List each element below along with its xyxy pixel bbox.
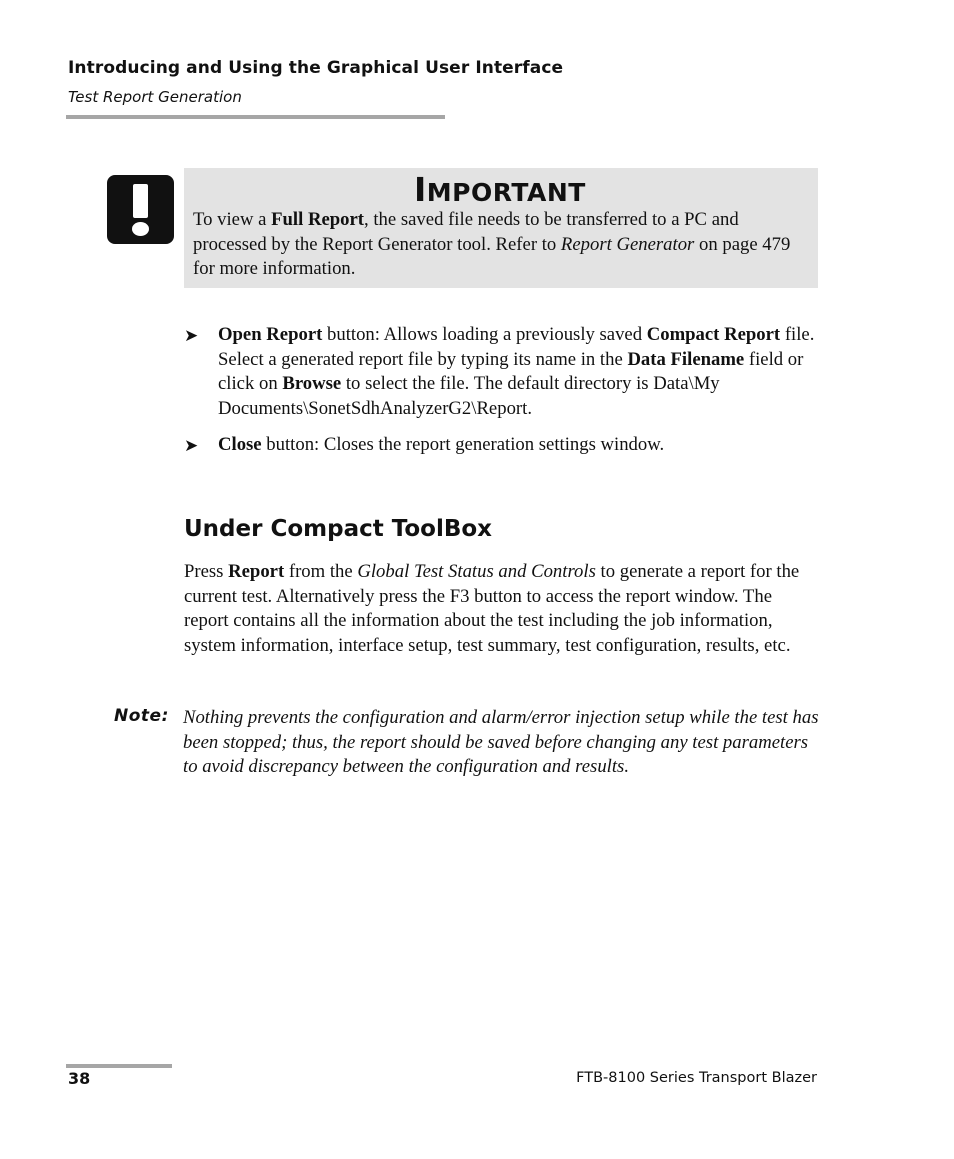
bullet-arrow-icon: ➤ (184, 326, 199, 346)
exclamation-icon (107, 175, 174, 244)
list-item-text: Open Report button: Allows loading a previously saved Compact Report file. Select a generated report file by typing its name in the Data Filename field or click on Browse to select the file. The default directory is Data\My Documents\SonetSdhAnalyzerG2\Report. (218, 324, 815, 419)
important-text: To view a Full Report, the saved file needs to be transferred to a PC and processed by the Report Generator tool. Refer to Report Generator on page 479 for more information. (193, 209, 791, 279)
footer-product-name: FTB-8100 Series Transport Blazer (576, 1070, 817, 1086)
bullet-arrow-icon: ➤ (184, 436, 199, 456)
section-heading: Under Compact ToolBox (184, 516, 493, 542)
running-header-subtitle: Test Report Generation (68, 88, 242, 106)
footer-divider (66, 1064, 172, 1068)
note-label: Note: (114, 706, 169, 726)
important-callout (184, 168, 818, 288)
running-header-title: Introducing and Using the Graphical User Interface (68, 58, 564, 78)
list-item-text: Close button: Closes the report generation settings window. (218, 434, 665, 455)
header-divider (66, 115, 445, 119)
page-number: 38 (68, 1069, 91, 1088)
section-paragraph: Press Report from the Global Test Status and Controls to generate a report for the current test. Alternatively press the F3 button to access the report window. The report contains all the information about the test including the job information, system information, interface setup, test summary, test configuration, results, etc. (184, 561, 800, 656)
important-heading: IMPORTANT (414, 170, 586, 209)
note-text: Nothing prevents the configuration and alarm/error injection setup while the test has been stopped; thus, the report should be saved before changing any test parameters to avoid discrepancy between the configuration and results. (183, 707, 819, 777)
